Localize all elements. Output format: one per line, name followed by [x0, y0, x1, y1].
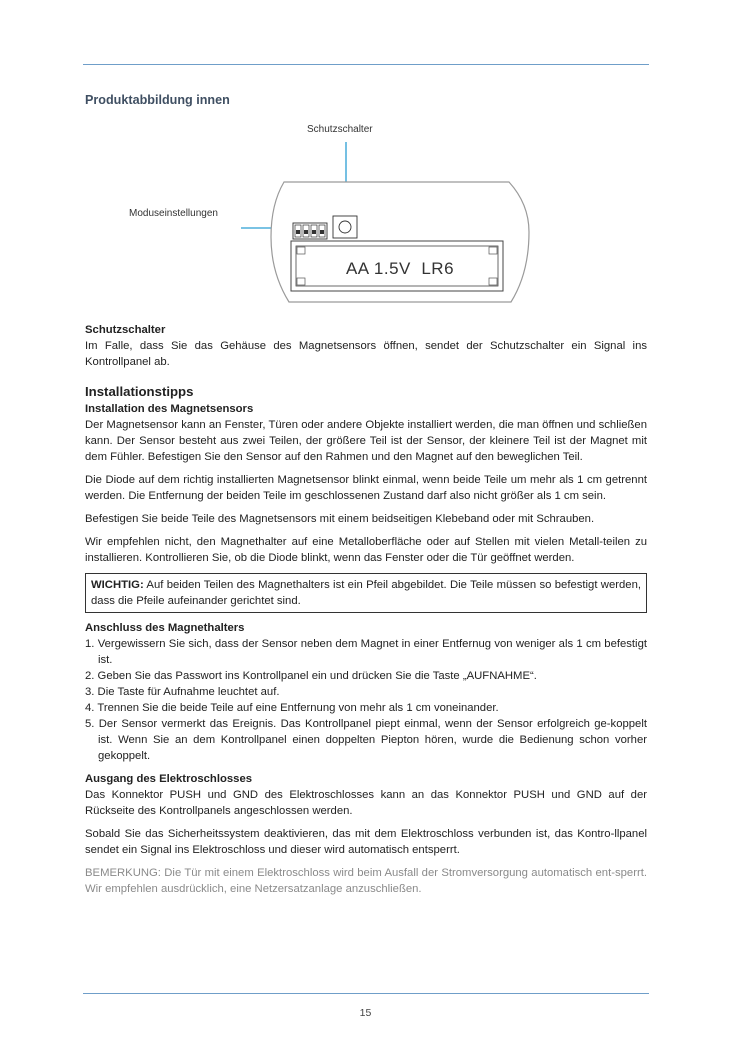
install-title: Installationstipps: [85, 384, 194, 399]
tamper-text: Im Falle, dass Sie das Gehäuse des Magnetsensors öffnen, sendet der Schutzschalter ein Signal ins Kontrollpanel ab.: [85, 340, 647, 368]
lock-paragraph-2: Sobald Sie das Sicherheitssystem deaktivieren, das mit dem Elektroschloss verbunden ist, das Kontro-llpanel sendet ein Signal ins Elektroschloss und dieser wird automatisch entsperrt.: [85, 828, 647, 856]
list-item: 5. Der Sensor vermerkt das Ereignis. Das Kontrollpanel piept einmal, wenn der Sensor erfolgreich ge-koppelt ist. Wenn Sie an dem Kontrollpanel einen doppelten Piepton hören, wurde die Bedienung schon vorher gekoppelt.: [85, 718, 647, 762]
notice-text: Auf beiden Teilen des Magnethalters ist ein Pfeil abgebildet. Die Teile müssen so befestigt werden, dass die Pfeile aufeinander gerichtet sind.: [91, 579, 641, 607]
list-item: 2. Geben Sie das Passwort ins Kontrollpanel ein und drücken Sie die Taste „AUFNAHME“.: [85, 670, 537, 682]
page-content: [85, 92, 647, 897]
install-subheading: Installation des Magnetsensors: [85, 403, 254, 415]
battery-label: AA 1.5V LR6: [345, 259, 455, 278]
sensor-figure: [85, 112, 647, 322]
list-item: 1. Vergewissern Sie sich, dass der Sensor neben dem Magnet in einer Entfernug von weniger als 1 cm befestigt ist.: [85, 638, 647, 666]
tamper-switch: [333, 216, 357, 238]
page-number: 15: [359, 1007, 372, 1019]
figure-title: Produktabbildung innen: [85, 93, 230, 107]
list-item: 3. Die Taste für Aufnahme leuchtet auf.: [85, 686, 280, 698]
notice-label: WICHTIG:: [91, 579, 144, 591]
tamper-switch-label: Schutzschalter: [307, 124, 373, 135]
install-paragraph-1: Der Magnetsensor kann an Fenster, Türen oder andere Objekte installiert werden, die man öffnen und schließen kann. Der Sensor besteht aus zwei Teilen, der größere Teil ist der Sensor, der kleinere Teil ist der Magnet mit dem Fühler. Befestigen Sie den Sensor auf den Rahmen und den Magnet auf den beweglichen Teil.: [85, 419, 647, 463]
list-item: 4. Trennen Sie die beide Teile auf eine Entfernung von mehr als 1 cm voneinander.: [85, 702, 499, 714]
pairing-steps: [85, 636, 647, 764]
important-notice: [85, 573, 647, 613]
remark-text: BEMERKUNG: Die Tür mit einem Elektroschloss wird beim Ausfall der Stromversorgung automatisch ent-sperrt. Wir empfehlen ausdrücklich, eine Netzersatzanlage anzuschließen.: [85, 867, 647, 895]
battery-compartment: [291, 241, 503, 291]
mode-settings-label: Moduseinstellungen: [129, 208, 218, 219]
footer-rule: [83, 993, 649, 994]
sensor-diagram: [85, 112, 647, 322]
install-paragraph-3: Befestigen Sie beide Teile des Magnetsensors mit einem beidseitigen Klebeband oder mit Schrauben.: [85, 513, 595, 525]
pairing-heading: Anschluss des Magnethalters: [85, 622, 245, 634]
install-paragraph-4: Wir empfehlen nicht, den Magnethalter auf eine Metalloberfläche oder auf Stellen mit vielen Metall-teilen zu installieren. Kontrollieren Sie, ob die Diode blinkt, wenn das Fenster oder die Tür geöffnet werden.: [85, 536, 647, 564]
lock-heading: Ausgang des Elektroschlosses: [85, 773, 253, 785]
header-rule: [83, 64, 649, 65]
lock-paragraph-1: Das Konnektor PUSH und GND des Elektroschlosses kann an das Konnektor PUSH und GND auf der Rückseite des Kontrollpanels angeschlossen werden.: [85, 789, 647, 817]
tamper-heading: Schutzschalter: [85, 324, 166, 336]
dip-switch-block: [293, 223, 327, 239]
install-paragraph-2: Die Diode auf dem richtig installierten Magnetsensor blinkt einmal, wenn beide Teile um mehr als 1 cm getrennt werden. Die Entfernung der beiden Teile im geschlossenen Zustand darf also nicht größer als 1 cm sein.: [85, 474, 647, 502]
